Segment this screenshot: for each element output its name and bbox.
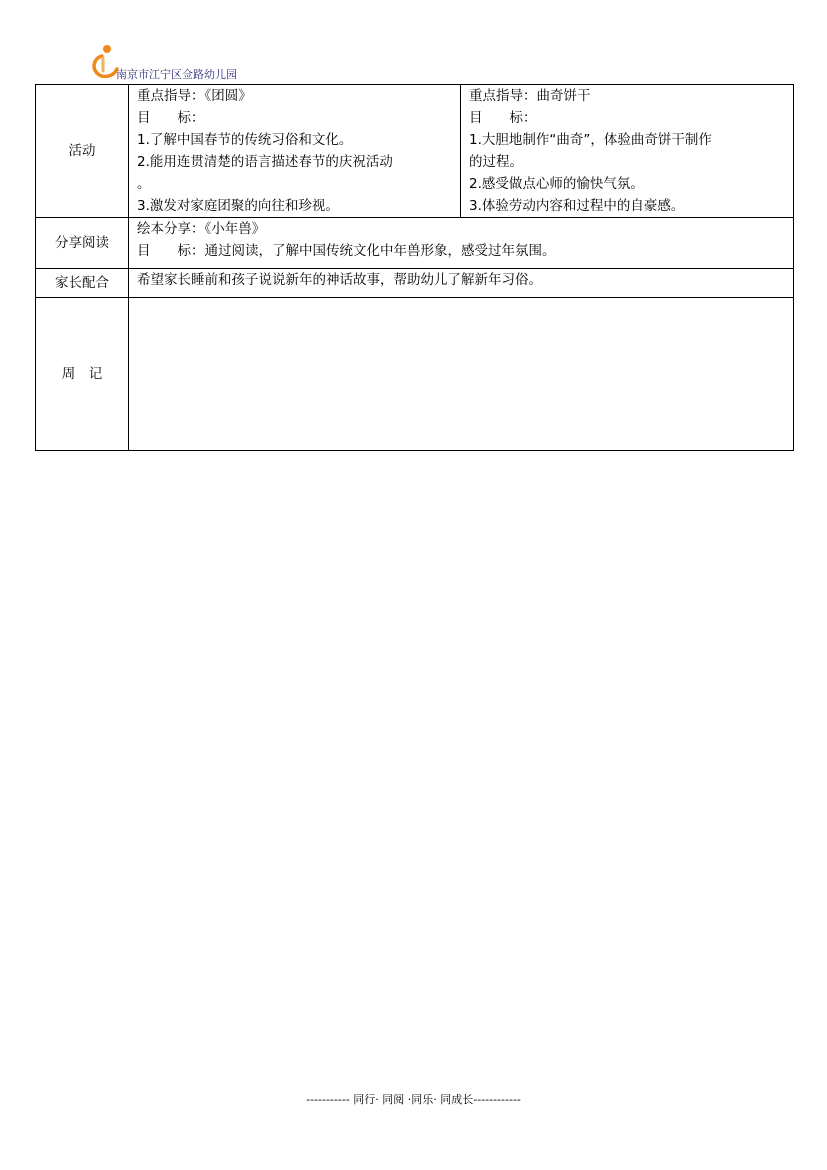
activity-left-item: 。	[137, 176, 151, 192]
parent-cell	[129, 269, 794, 298]
reading-title: 绘本分享：《小年兽》	[137, 221, 266, 237]
weekly-notes-cell[interactable]	[129, 298, 794, 451]
page-footer: ----------- 同行· 同阅 ·同乐· 同成长------------	[306, 1093, 521, 1106]
parent-label: 家长配合	[36, 269, 129, 298]
school-name: 南京市江宁区佥路幼儿园	[116, 68, 237, 81]
activity-right-item: 的过程。	[469, 154, 523, 170]
reading-cell	[129, 218, 794, 269]
weekly-notes-label: 周 记	[36, 298, 129, 451]
parent-row	[36, 269, 794, 298]
parent-content: 希望家长睡前和孩子说说新年的神话故事，帮助幼儿了解新年习俗。	[137, 272, 542, 288]
reading-row	[36, 218, 794, 269]
activity-left-item: 2.能用连贯清楚的语言描述春节的庆祝活动	[137, 154, 393, 170]
page-header	[90, 44, 390, 80]
activity-left-item: 3.激发对家庭团聚的向往和珍视。	[137, 198, 339, 214]
activity-right-item: 1.大胆地制作“曲奇”，体验曲奇饼干制作	[469, 132, 712, 148]
weekly-plan-table	[35, 84, 794, 451]
activity-right-item: 3.体验劳动内容和过程中的自豪感。	[469, 198, 685, 214]
activity-left-cell	[129, 85, 461, 218]
activity-label: 活动	[36, 85, 129, 218]
activity-right-cell	[461, 85, 794, 218]
activity-left-title: 重点指导：《团圆》	[137, 88, 252, 104]
reading-label: 分享阅读	[36, 218, 129, 269]
activity-row	[36, 85, 794, 218]
activity-left-goal-label: 目 标：	[137, 110, 205, 126]
activity-right-item: 2.感受做点心师的愉快气氛。	[469, 176, 644, 192]
weekly-notes-row	[36, 298, 794, 451]
reading-goal: 目 标：通过阅读，了解中国传统文化中年兽形象，感受过年氛围。	[137, 243, 556, 259]
activity-right-title: 重点指导：曲奇饼干	[469, 88, 591, 104]
activity-left-item: 1.了解中国春节的传统习俗和文化。	[137, 132, 353, 148]
activity-right-goal-label: 目 标：	[469, 110, 537, 126]
